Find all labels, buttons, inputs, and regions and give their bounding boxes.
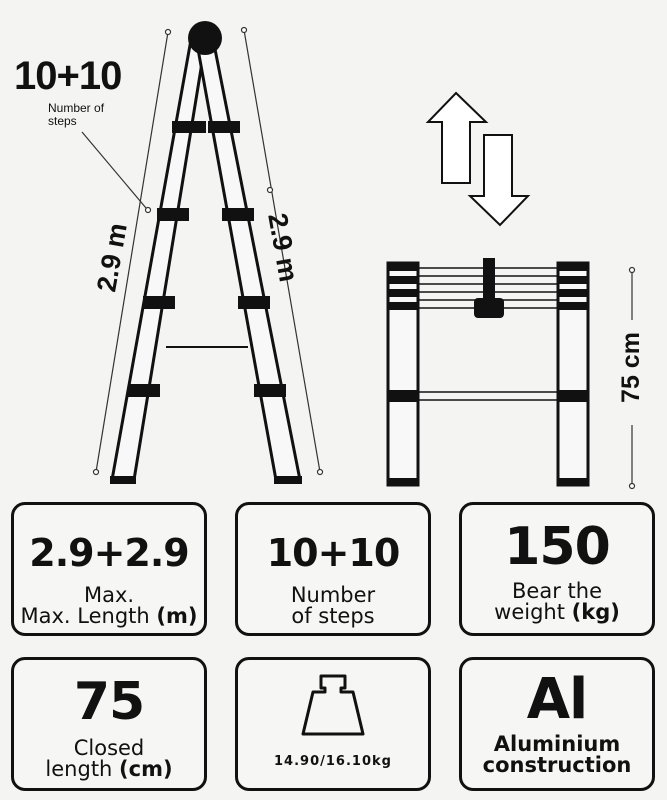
material-caption-line2: construction: [482, 753, 632, 777]
steps-pointer-line: [82, 132, 146, 208]
right-leg-length: 2.9 m: [262, 210, 304, 285]
left-leg-length: 2.9 m: [91, 220, 133, 295]
max-length-unit: (m): [156, 604, 198, 628]
steps-count-label: 10+10: [14, 54, 122, 98]
hinge: [188, 21, 222, 55]
closed-ladder: [388, 258, 588, 486]
closed-height-label: 75 cm: [616, 332, 645, 403]
weight-capacity-value: 150: [504, 517, 610, 577]
material-caption-line1: Aluminium: [493, 732, 621, 756]
weight-capacity-card: [459, 502, 655, 636]
closed-length-value: 75: [73, 672, 145, 732]
steps-card-caption-line2: of steps: [291, 604, 375, 628]
max-length-caption: Max. Length: [20, 604, 150, 628]
steps-caption: Number of steps: [48, 101, 105, 128]
weight-capacity-caption-line1: Bear the: [512, 579, 602, 603]
closed-length-caption-line1: Closed: [73, 736, 145, 760]
steps-value: 10+10: [266, 531, 400, 575]
product-weight-card: [235, 657, 431, 791]
weight-capacity-unit: (kg): [571, 600, 620, 624]
closed-length-unit: (cm): [119, 757, 173, 781]
material-card: [459, 657, 655, 791]
max-length-value: 2.9+2.9: [29, 531, 189, 575]
steps-card: [235, 502, 431, 636]
up-down-arrows-icon: [428, 93, 528, 225]
closed-length-caption: length: [45, 757, 113, 781]
closed-length-card: [11, 657, 207, 791]
max-length-card: 2.9+2.9 Max. Max. Length (m): [11, 502, 207, 636]
steps-card-caption-line1: Number: [290, 583, 376, 607]
product-weight-value: 14.90/16.10kg: [274, 754, 392, 769]
weight-icon: [297, 674, 369, 738]
weight-capacity-caption: weight: [494, 600, 565, 624]
material-value: Al: [526, 667, 588, 732]
